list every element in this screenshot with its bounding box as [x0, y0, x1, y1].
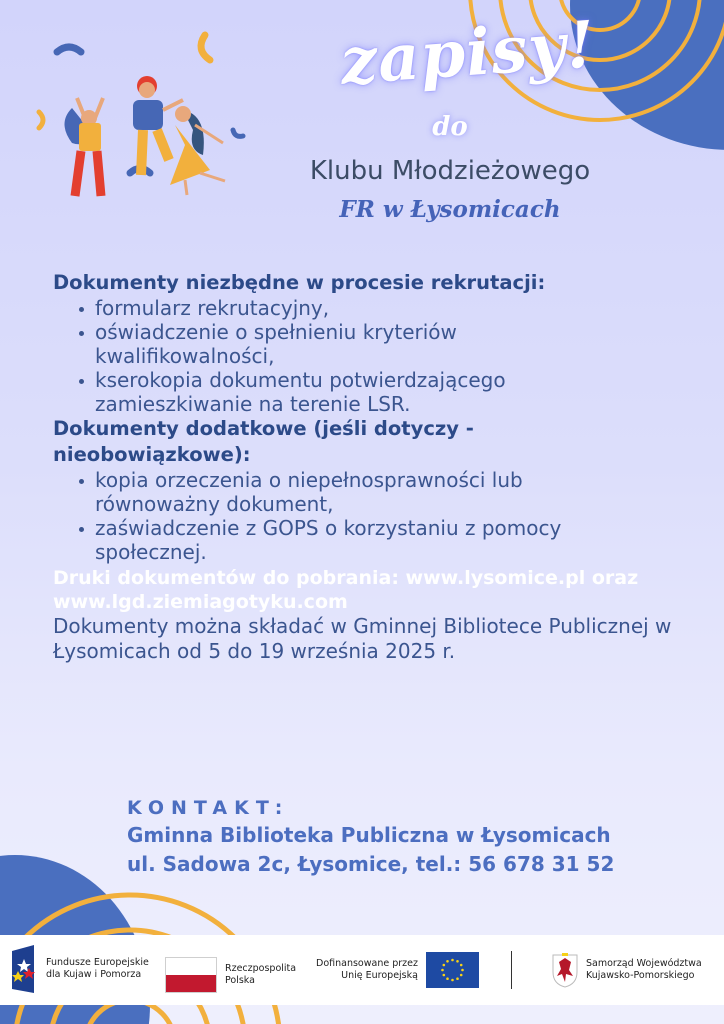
list-item: kserokopia dokumentu potwierdzającego zamieszkiwanie na terenie LSR. — [77, 368, 587, 416]
kp-line1: Samorząd Województwa — [586, 958, 702, 969]
subtitle-club-name: Klubu Młodzieżowego — [309, 156, 591, 186]
contact-section — [127, 795, 707, 879]
rp-line2: Polska — [225, 975, 255, 986]
logo-fundusze-europejskie — [10, 945, 149, 993]
additional-docs-heading: Dokumenty dodatkowe (jeśli dotyczy - nieobowiązkowe): — [53, 417, 474, 466]
list-item: kopia orzeczenia o niepełnosprawności lub równoważny dokument, — [77, 468, 637, 516]
logo-unia-europejska — [316, 952, 479, 988]
kp-line2: Kujawsko-Pomorskiego — [586, 970, 695, 981]
downloads-info: Druki dokumentów do pobrania: www.lysomice.pl oraz www.lgd.ziemiagotyku.com — [53, 567, 639, 613]
logo-rzeczpospolita-polska — [165, 957, 296, 993]
fe-emblem-icon — [10, 945, 38, 993]
recruitment-info — [53, 270, 703, 664]
dancing-people-illustration — [35, 30, 250, 200]
funding-logo-strip — [0, 935, 724, 1005]
polish-flag-icon — [165, 957, 217, 993]
rp-line1: Rzeczpospolita — [225, 963, 297, 974]
contact-organization: Gminna Biblioteka Publiczna w Łysomicach — [127, 823, 611, 847]
title-zapisy: zapisy! — [338, 7, 598, 100]
coat-of-arms-icon — [552, 952, 578, 988]
additional-docs-list — [77, 468, 703, 564]
submission-info: Dokumenty można składać w Gminnej Bibliotece Publicznej w Łysomicach od 5 do 19 września 2025 r. — [53, 614, 672, 663]
subtitle-location: FR w Łysomicach — [339, 196, 561, 223]
list-item: zaświadczenie z GOPS o korzystaniu z pomocy społecznej. — [77, 516, 667, 564]
contact-address: ul. Sadowa 2c, Łysomice, tel.: 56 678 31 52 — [127, 852, 615, 876]
ue-line2: Unię Europejską — [341, 970, 418, 981]
required-docs-list — [77, 296, 703, 416]
list-item: formularz rekrutacyjny, — [77, 296, 703, 320]
contact-label: KONTAKT: — [127, 797, 290, 819]
required-docs-heading: Dokumenty niezbędne w procesie rekrutacji: — [53, 271, 546, 294]
logo-divider — [511, 951, 512, 989]
logo-samorzad-kujawsko-pomorski — [552, 952, 702, 988]
title-connector: do — [432, 112, 468, 142]
eu-flag-icon — [426, 952, 479, 988]
fe-line1: Fundusze Europejskie — [46, 957, 149, 968]
list-item: oświadczenie o spełnieniu kryteriów kwalifikowalności, — [77, 320, 537, 368]
ue-line1: Dofinansowane przez — [316, 958, 418, 969]
fe-line2: dla Kujaw i Pomorza — [46, 969, 142, 980]
